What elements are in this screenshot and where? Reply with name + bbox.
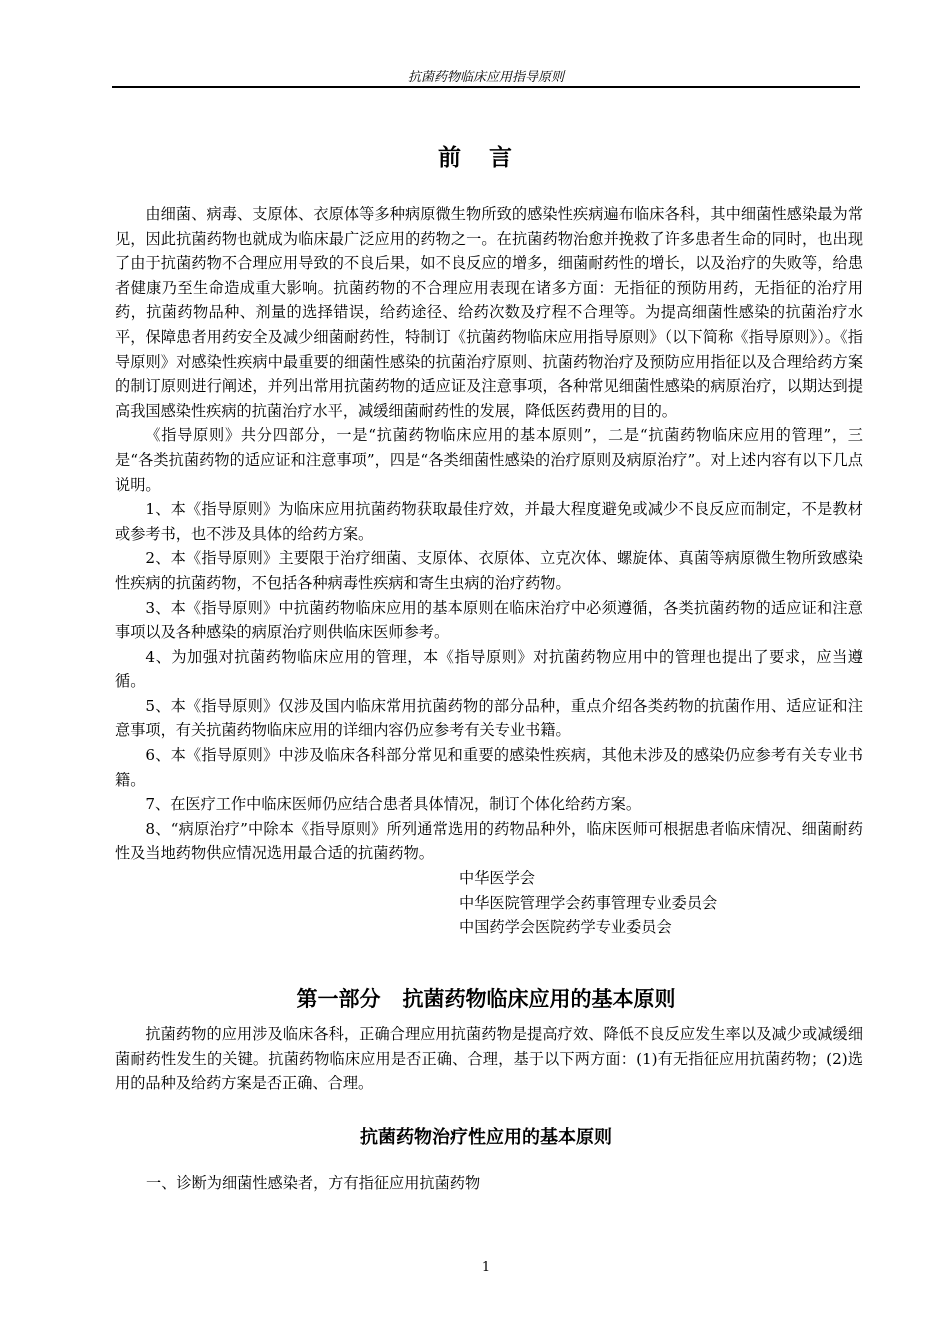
running-header: 抗菌药物临床应用指导原则 (407, 70, 564, 85)
part-heading (0, 983, 950, 1013)
signatory: 中国药学会医院药学专业委员会 (459, 918, 672, 937)
preface-paragraph: 8、“病原治疗”中除本《指导原则》所列通常选用的药物品种外，临床医师可根据患者临床情况、细菌耐药性及当地药物供应情况选用最合适的抗菌药物。 (115, 819, 863, 863)
preface-paragraph: 《指导原则》共分四部分，一是“抗菌药物临床应用的基本原则”，二是“抗菌药物临床应用的管理”，三是“各类抗菌药物的适应证和注意事项”，四是“各类细菌性感染的治疗原则及病原治疗”。对上述内容有以下几点说明。 (115, 426, 863, 494)
section-item: 一、诊断为细菌性感染者，方有指征应用抗菌药物 (146, 1174, 481, 1192)
preface-paragraph: 2、本《指导原则》主要限于治疗细菌、支原体、衣原体、立克次体、螺旋体、真菌等病原微生物所致感染性疾病的抗菌药物，不包括各种病毒性疾病和寄生虫病的治疗药物。 (115, 549, 863, 592)
part-intro-paragraph: 抗菌药物的应用涉及临床各科，正确合理应用抗菌药物是提高疗效、降低不良反应发生率以及减少或减缓细菌耐药性发生的关键。抗菌药物临床应用是否正确、合理，基于以下两方面：(1)有无指征应用抗菌药物；(2)选用的品种及给药方案是否正确、合理。 (115, 1025, 863, 1093)
header-rule (112, 86, 860, 88)
preface-title: 前言 (438, 144, 540, 171)
signatory: 中华医院管理学会药事管理专业委员会 (459, 893, 718, 912)
part-label: 第一部分 (296, 987, 381, 1011)
preface-paragraph: 6、本《指导原则》中涉及临床各科部分常见和重要的感染性疾病，其他未涉及的感染仍应参考有关专业书籍。 (115, 746, 863, 789)
preface-paragraph: 5、本《指导原则》仅涉及国内临床常用抗菌药物的部分品种，重点介绍各类药物的抗菌作用、适应证和注意事项，有关抗菌药物临床应用的详细内容仍应参考有关专业书籍。 (115, 696, 863, 740)
preface-paragraph: 7、在医疗工作中临床医师仍应结合患者具体情况，制订个体化给药方案。 (145, 795, 642, 814)
section-heading: 抗菌药物治疗性应用的基本原则 (360, 1127, 612, 1148)
preface-paragraph: 4、为加强对抗菌药物临床应用的管理，本《指导原则》对抗菌药物应用中的管理也提出了要求，应当遵循。 (115, 647, 863, 691)
page-number: 1 (481, 1260, 491, 1275)
preface-paragraph: 1、本《指导原则》为临床应用抗菌药物获取最佳疗效，并最大程度避免或减少不良反应而制定，不是教材或参考书，也不涉及具体的给药方案。 (115, 500, 863, 543)
preface-paragraph: 由细菌、病毒、支原体、衣原体等多种病原微生物所致的感染性疾病遍布临床各科，其中细菌性感染最为常见，因此抗菌药物也就成为临床最广泛应用的药物之一。在抗菌药物治愈并挽救了许多患者生命的同时，也出现了由于抗菌药物不合理应用导致的不良后果，如不良反应的增多，细菌耐药性的增长，以及治疗的失败等，给患者健康乃至生命造成重大影响。抗菌药物的不合理应用表现在诸多方面：无指征的预防用药，无指征的治疗用药，抗菌药物品种、剂量的选择错误，给药途径、给药次数及疗程不合理等。为提高细菌性感染的抗菌治疗水平，保障患者用药安全及减少细菌耐药性，特制订《抗菌药物临床应用指导原则》（以下简称《指导原则》）。《指导原则》对感染性疾病中最重要的细菌性感染的抗菌治疗原则、抗菌药物治疗及预防应用指征以及合理给药方案的制订原则进行阐述，并列出常用抗菌药物的适应证及注意事项，各种常见细菌性感染的病原治疗，以期达到提高我国感染性疾病的抗菌治疗水平，减缓细菌耐药性的发展，降低医药费用的目的。 (115, 205, 863, 420)
preface-body (115, 202, 863, 940)
preface-paragraph: 3、本《指导原则》中抗菌药物临床应用的基本原则在临床治疗中必须遵循，各类抗菌药物的适应证和注意事项以及各种感染的病原治疗则供临床医师参考。 (115, 598, 863, 642)
part-intro (115, 1022, 863, 1096)
signatory: 中华医学会 (459, 869, 535, 888)
part-title: 抗菌药物临床应用的基本原则 (402, 987, 676, 1011)
